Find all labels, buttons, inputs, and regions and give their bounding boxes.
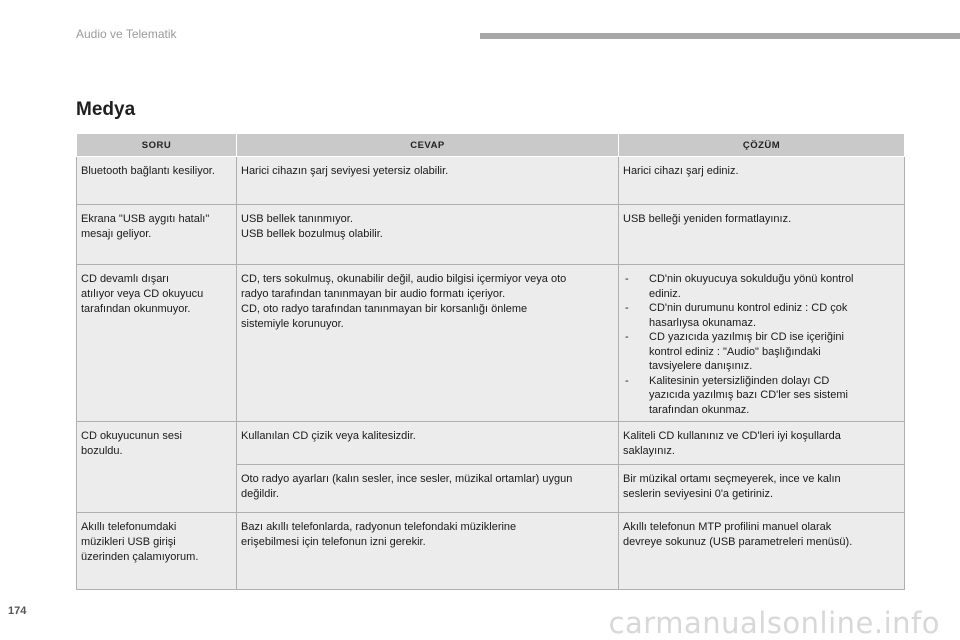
question-cell [77, 205, 237, 265]
table-row [77, 157, 905, 205]
solution-text: Bir müzikal ortamı seçmeyerek, ince ve kalın [623, 473, 841, 485]
solution-text: seslerin seviyesini 0'a getiriniz. [623, 488, 774, 500]
question-text: üzerinden çalamıyorum. [81, 551, 199, 563]
solution-text: - CD yazıcıda yazılmış bir CD ise içeriğini [649, 331, 844, 343]
question-text: Bluetooth bağlantı kesiliyor. [81, 165, 215, 177]
answer-cell [237, 422, 619, 465]
question-text: Akıllı telefonumdaki [81, 521, 177, 533]
list-item [623, 272, 900, 301]
solution-cell [619, 265, 905, 422]
solution-text: - CD'nin okuyucuya sokulduğu yönü kontrol [649, 273, 854, 285]
answer-text: CD, ters sokulmuş, okunabilir değil, audio bilgisi içermiyor veya oto [241, 273, 567, 285]
solution-cell [619, 157, 905, 205]
running-header-title: Audio ve Telematik [76, 27, 177, 41]
answer-text: USB bellek tanınmıyor. [241, 213, 353, 225]
answer-text: Harici cihazın şarj seviyesi yetersiz olabilir. [241, 165, 449, 177]
answer-text: USB bellek bozulmuş olabilir. [241, 228, 383, 240]
solution-text: devreye sokunuz (USB parametreleri menüsü). [623, 536, 853, 548]
question-text: Ekrana "USB aygıtı hatalı" [81, 213, 210, 225]
solution-text: yazıcıda yazılmış bazı CD'ler ses sistemi [649, 389, 848, 401]
answer-text: CD, oto radyo tarafından tanınmayan bir korsanlığı önleme [241, 303, 528, 315]
question-text: müzikleri USB girişi [81, 536, 176, 548]
troubleshooting-table [76, 133, 905, 590]
solution-cell [619, 465, 905, 513]
question-text: CD okuyucunun sesi [81, 430, 182, 442]
list-item [623, 301, 900, 330]
solution-text: USB belleği yeniden formatlayınız. [623, 213, 792, 225]
answer-cell [237, 465, 619, 513]
question-cell [77, 513, 237, 590]
answer-text: Oto radyo ayarları (kalın sesler, ince sesler, müzikal ortamlar) uygun [241, 473, 573, 485]
answer-cell [237, 205, 619, 265]
answer-cell [237, 265, 619, 422]
question-text: CD devamlı dışarı [81, 273, 170, 285]
solution-text: saklayınız. [623, 445, 675, 457]
answer-text: erişebilmesi için telefonun izni gerekir. [241, 536, 426, 548]
table-row [77, 265, 905, 422]
solution-text: hasarlıysa okunamaz. [649, 316, 756, 329]
solution-text: Kaliteli CD kullanınız ve CD'leri iyi koşullarda [623, 430, 841, 442]
solution-text: - Kalitesinin yetersizliğinden dolayı CD [649, 374, 830, 387]
header-rule-bar [480, 33, 960, 39]
answer-text: Kullanılan CD çizik veya kalitesizdir. [241, 430, 416, 442]
solution-list [623, 272, 900, 417]
table-row [77, 205, 905, 265]
question-text: bozuldu. [81, 445, 123, 457]
answer-text: Bazı akıllı telefonlarda, radyonun telefondaki müziklerine [241, 521, 517, 533]
column-header-question: SORU [77, 134, 237, 157]
solution-text: ediniz. [649, 287, 681, 300]
section-title: Medya [76, 99, 136, 120]
table-row [77, 513, 905, 590]
list-item [623, 330, 900, 374]
watermark: carmanualsonline.info [608, 606, 940, 640]
solution-cell [619, 205, 905, 265]
solution-text: tarafından okunmaz. [649, 403, 750, 416]
answer-text: radyo tarafından tanınmayan bir audio formatı içeriyor. [241, 288, 506, 300]
solution-cell [619, 422, 905, 465]
answer-text: değildir. [241, 488, 279, 500]
solution-text: Harici cihazı şarj ediniz. [623, 165, 739, 177]
page-number: 174 [8, 605, 27, 617]
question-text: tarafından okunmuyor. [81, 303, 191, 315]
solution-text: Akıllı telefonun MTP profilini manuel olarak [623, 521, 832, 533]
question-cell [77, 422, 237, 513]
answer-cell [237, 157, 619, 205]
question-text: atılıyor veya CD okuyucu [81, 288, 204, 300]
solution-text: kontrol ediniz : "Audio" başlığındaki [649, 345, 821, 358]
solution-text: tavsiyelere danışınız. [649, 360, 753, 372]
question-text: mesajı geliyor. [81, 228, 152, 240]
table-row [77, 422, 905, 465]
answer-text: sistemiyle korunuyor. [241, 318, 344, 330]
question-cell [77, 157, 237, 205]
list-item [623, 374, 900, 418]
table-header-row [77, 134, 905, 157]
question-cell [77, 265, 237, 422]
column-header-answer: CEVAP [237, 134, 619, 157]
solution-text: - CD'nin durumunu kontrol ediniz : CD çok [649, 302, 848, 314]
answer-cell [237, 513, 619, 590]
solution-cell [619, 513, 905, 590]
column-header-solution: ÇÖZÜM [619, 134, 905, 157]
